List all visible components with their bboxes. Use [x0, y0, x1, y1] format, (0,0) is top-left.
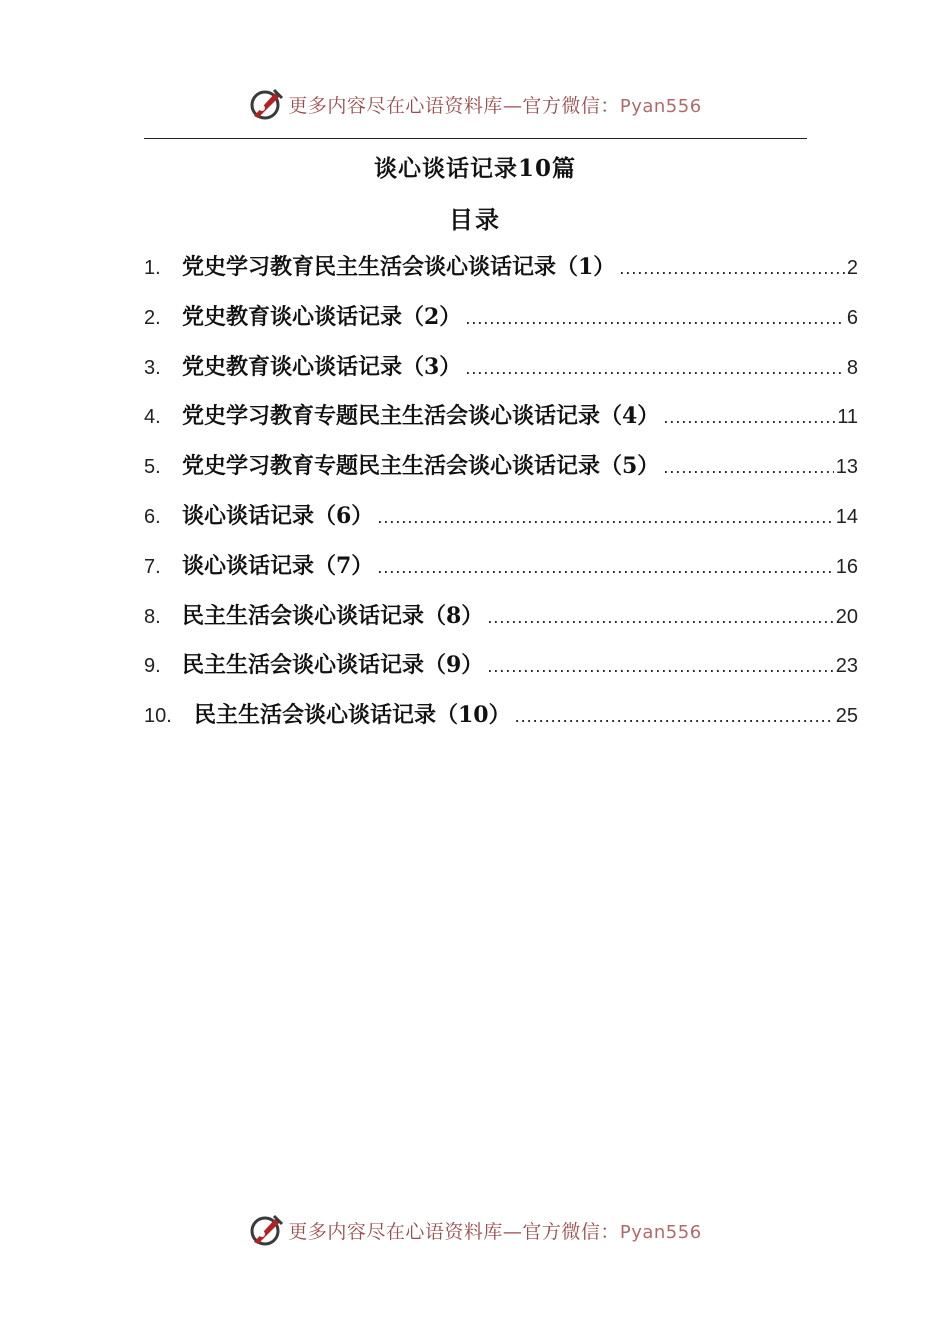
toc-heading: 目录 [449, 205, 501, 234]
document-title: 谈心谈话记录10篇 [373, 155, 576, 182]
toc-entry-number: 2. [144, 306, 161, 329]
toc-entry-page: 11 [837, 406, 858, 429]
toc-entry-text: 谈心谈话记录（7） [182, 552, 374, 579]
toc-leader-dots [465, 308, 845, 329]
toc-entry-number: 4. [144, 406, 161, 429]
toc-entry[interactable] [144, 449, 858, 499]
toc-entry-number: 3. [144, 356, 161, 379]
toc-entry[interactable] [144, 648, 858, 698]
toc-leader-dots [515, 706, 834, 727]
toc-leader-dots [377, 557, 833, 578]
watermark-text-wechat-id: Pyan556 [619, 95, 702, 117]
toc-entry-text: 党史教育谈心谈话记录（3） [182, 353, 462, 380]
toc-leader-dots [487, 607, 833, 628]
toc-entry-page: 20 [835, 605, 858, 628]
toc-entry-page: 14 [835, 505, 858, 528]
toc-leader-dots [663, 457, 833, 478]
toc-entry[interactable] [144, 698, 858, 748]
toc-entry-text: 党史学习教育专题民主生活会谈心谈话记录（5） [182, 453, 660, 480]
toc-entry-text: 党史学习教育专题民主生活会谈心谈话记录（4） [182, 403, 660, 430]
toc-entry-page: 2 [846, 257, 858, 279]
watermark-text [288, 1217, 701, 1244]
toc-entry-page: 23 [835, 655, 858, 678]
toc-entry-number: 7. [144, 555, 161, 578]
footer-watermark [0, 1206, 950, 1254]
toc-entry-text: 民主生活会谈心谈话记录（8） [182, 602, 484, 629]
toc-leader-dots [619, 258, 845, 279]
toc-entry[interactable] [144, 499, 858, 549]
header-rule [144, 138, 807, 139]
toc-leader-dots [487, 656, 833, 677]
toc-entry-text: 党史学习教育民主生活会谈心谈话记录（1） [182, 254, 616, 280]
pen-circle-logo-icon [248, 1212, 284, 1248]
toc-entry-text: 谈心谈话记录（6） [182, 502, 374, 529]
toc-entry-text: 民主生活会谈心谈话记录（9） [182, 652, 484, 679]
toc-entry[interactable] [144, 350, 858, 400]
toc-entry-number: 8. [144, 605, 161, 628]
toc-entry[interactable] [144, 250, 858, 300]
toc-entry-number: 10. [144, 705, 172, 728]
table-of-contents [144, 250, 858, 748]
header-watermark [0, 80, 950, 128]
toc-leader-dots [663, 407, 835, 428]
toc-leader-dots [465, 358, 845, 379]
toc-entry-page: 6 [846, 306, 858, 329]
toc-entry-number: 6. [144, 505, 161, 528]
toc-entry-page: 13 [835, 456, 858, 479]
toc-entry-text: 党史教育谈心谈话记录（2） [182, 303, 462, 330]
toc-entry-page: 16 [835, 555, 858, 578]
toc-entry-page: 8 [846, 356, 858, 379]
toc-entry-text: 民主生活会谈心谈话记录（10） [194, 702, 511, 729]
toc-entry[interactable] [144, 599, 858, 649]
toc-entry-number: 5. [144, 456, 161, 479]
pen-circle-logo-icon [248, 86, 284, 122]
toc-entry-page: 25 [835, 705, 858, 728]
toc-entry-number: 9. [144, 655, 161, 678]
toc-entry-number: 1. [144, 257, 161, 279]
watermark-text [288, 91, 701, 118]
toc-entry[interactable] [144, 549, 858, 599]
watermark-text-cn: 更多内容尽在心语资料库—官方微信： [288, 1220, 620, 1243]
watermark-text-cn: 更多内容尽在心语资料库—官方微信： [288, 94, 620, 117]
toc-leader-dots [377, 507, 833, 528]
watermark-text-wechat-id: Pyan556 [619, 1221, 702, 1243]
toc-entry[interactable] [144, 399, 858, 449]
toc-entry[interactable] [144, 300, 858, 350]
